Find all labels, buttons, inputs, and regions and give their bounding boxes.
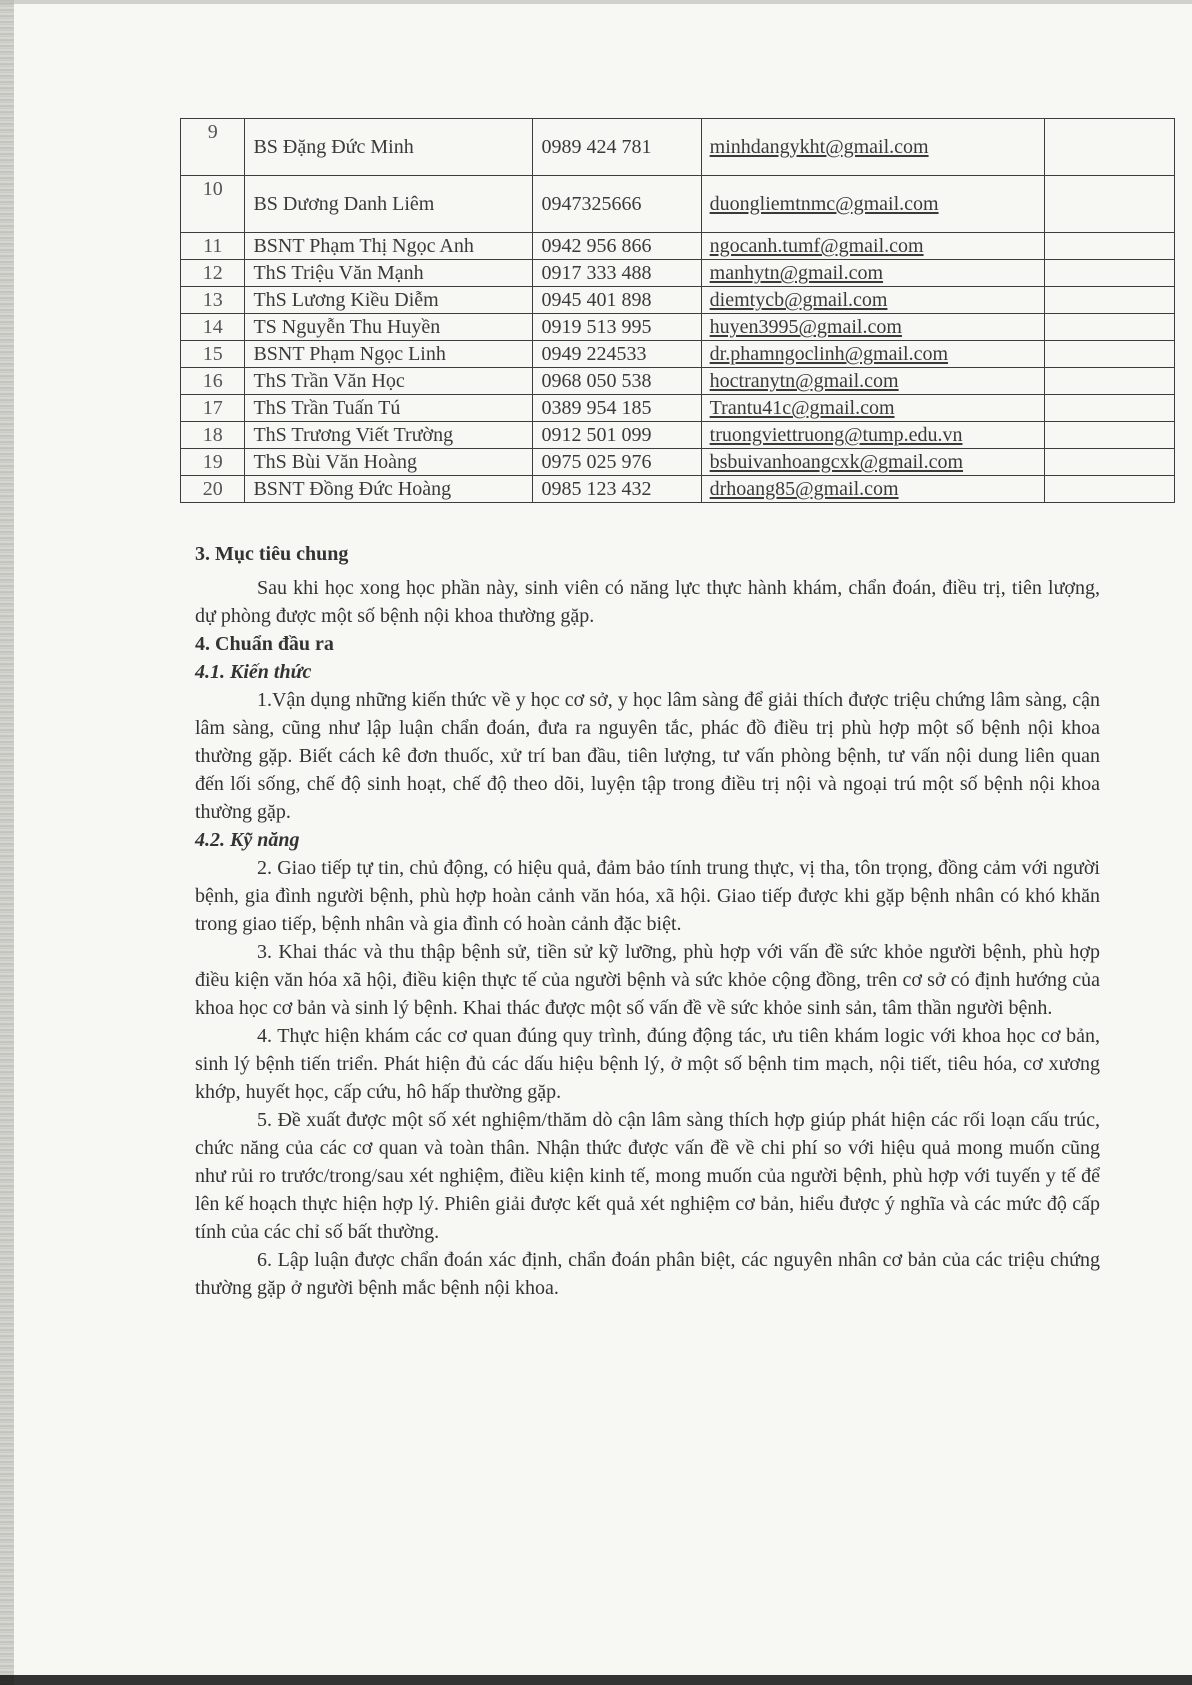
empty-cell	[1045, 176, 1175, 233]
contact-email[interactable]: duongliemtnmc@gmail.com	[701, 176, 1045, 233]
empty-cell	[1045, 314, 1175, 341]
contact-name: ThS Trần Tuấn Tú	[245, 395, 533, 422]
row-number: 12	[181, 260, 245, 287]
table-row	[181, 449, 1175, 476]
contact-phone: 0985 123 432	[533, 476, 701, 503]
empty-cell	[1045, 368, 1175, 395]
table-row	[181, 368, 1175, 395]
row-number: 16	[181, 368, 245, 395]
contact-phone: 0947325666	[533, 176, 701, 233]
contact-email[interactable]: manhytn@gmail.com	[701, 260, 1045, 287]
section-4-2-heading: 4.2. Kỹ năng	[195, 829, 300, 851]
contact-email[interactable]: dr.phamngoclinh@gmail.com	[701, 341, 1045, 368]
contact-name: BSNT Phạm Ngọc Linh	[245, 341, 533, 368]
empty-cell	[1045, 119, 1175, 176]
empty-cell	[1045, 233, 1175, 260]
table-row	[181, 233, 1175, 260]
row-number: 19	[181, 449, 245, 476]
table-row	[181, 176, 1175, 233]
outcome-paragraph-2: 2. Giao tiếp tự tin, chủ động, có hiệu quả, đảm bảo tính trung thực, vị tha, tôn trọng, đồng cảm với người bệnh, gia đình người bệnh, phù hợp hoàn cảnh văn hóa, xã hội. Giao tiếp được khi gặp bệnh nhân có khó khăn trong giao tiếp, bệnh nhân và gia đình có hoàn cảnh đặc biệt.	[195, 857, 1100, 935]
contact-name: ThS Lương Kiều Diễm	[245, 287, 533, 314]
contact-phone: 0975 025 976	[533, 449, 701, 476]
row-number: 9	[181, 119, 245, 176]
empty-cell	[1045, 341, 1175, 368]
contact-phone: 0917 333 488	[533, 260, 701, 287]
contact-email[interactable]: huyen3995@gmail.com	[701, 314, 1045, 341]
row-number: 17	[181, 395, 245, 422]
outcome-paragraph-4: 4. Thực hiện khám các cơ quan đúng quy trình, đúng động tác, ưu tiên khám logic với khoa học cơ bản, sinh lý bệnh tiến triển. Phát hiện đủ các dấu hiệu bệnh lý, ở một số bệnh tim mạch, nội tiết, tiêu hóa, cơ xương khớp, huyết học, cấp cứu, hô hấp thường gặp.	[195, 1025, 1100, 1103]
contact-name: BSNT Phạm Thị Ngọc Anh	[245, 233, 533, 260]
empty-cell	[1045, 395, 1175, 422]
table-row	[181, 287, 1175, 314]
table-row	[181, 341, 1175, 368]
contact-phone: 0389 954 185	[533, 395, 701, 422]
contact-name: ThS Triệu Văn Mạnh	[245, 260, 533, 287]
contact-phone: 0949 224533	[533, 341, 701, 368]
contact-name: BSNT Đồng Đức Hoàng	[245, 476, 533, 503]
document-body	[195, 540, 1100, 1302]
section-3-paragraph: Sau khi học xong học phần này, sinh viên có năng lực thực hành khám, chẩn đoán, điều trị, tiên lượng, dự phòng được một số bệnh nội khoa thường gặp.	[195, 577, 1100, 627]
contact-phone: 0942 956 866	[533, 233, 701, 260]
contact-phone: 0989 424 781	[533, 119, 701, 176]
section-3-heading: 3. Mục tiêu chung	[195, 543, 349, 565]
table-row	[181, 422, 1175, 449]
contact-name: TS Nguyễn Thu Huyền	[245, 314, 533, 341]
outcome-paragraph-6: 6. Lập luận được chẩn đoán xác định, chẩn đoán phân biệt, các nguyên nhân cơ bản của các triệu chứng thường gặp ở người bệnh mắc bệnh nội khoa.	[195, 1249, 1100, 1299]
table-row	[181, 476, 1175, 503]
contact-name: ThS Bùi Văn Hoàng	[245, 449, 533, 476]
row-number: 10	[181, 176, 245, 233]
row-number: 18	[181, 422, 245, 449]
contact-name: ThS Trần Văn Học	[245, 368, 533, 395]
contact-email[interactable]: truongviettruong@tump.edu.vn	[701, 422, 1045, 449]
empty-cell	[1045, 260, 1175, 287]
empty-cell	[1045, 476, 1175, 503]
table-row	[181, 260, 1175, 287]
outcome-paragraph-5: 5. Đề xuất được một số xét nghiệm/thăm dò cận lâm sàng thích hợp giúp phát hiện các rối loạn cấu trúc, chức năng của các cơ quan và toàn thân. Nhận thức được vấn đề về chi phí so với hiệu quả mong muốn cũng như rủi ro trước/trong/sau xét nghiệm, điều kiện kinh tế, mong muốn của người bệnh, phù hợp với tuyến y tế để lên kế hoạch thực hiện hợp lý. Phiên giải được kết quả xét nghiệm cơ bản, hiểu được ý nghĩa và các mức độ cấp tính của các chỉ số bất thường.	[195, 1109, 1100, 1243]
section-4-heading: 4. Chuẩn đầu ra	[195, 633, 334, 655]
contact-name: BS Dương Danh Liêm	[245, 176, 533, 233]
contact-phone: 0968 050 538	[533, 368, 701, 395]
contact-phone: 0912 501 099	[533, 422, 701, 449]
row-number: 11	[181, 233, 245, 260]
scan-edge-bottom	[0, 1675, 1192, 1685]
contact-phone: 0945 401 898	[533, 287, 701, 314]
table-row	[181, 395, 1175, 422]
scan-edge-left	[0, 0, 14, 1685]
contact-phone: 0919 513 995	[533, 314, 701, 341]
contact-email[interactable]: hoctranytn@gmail.com	[701, 368, 1045, 395]
section-4-1-heading: 4.1. Kiến thức	[195, 661, 312, 683]
row-number: 15	[181, 341, 245, 368]
contact-email[interactable]: ngocanh.tumf@gmail.com	[701, 233, 1045, 260]
contact-name: BS Đặng Đức Minh	[245, 119, 533, 176]
contact-email[interactable]: bsbuivanhoangcxk@gmail.com	[701, 449, 1045, 476]
row-number: 13	[181, 287, 245, 314]
empty-cell	[1045, 287, 1175, 314]
table-row	[181, 314, 1175, 341]
contact-email[interactable]: Trantu41c@gmail.com	[701, 395, 1045, 422]
scan-edge-top	[0, 0, 1192, 4]
empty-cell	[1045, 422, 1175, 449]
table-row	[181, 119, 1175, 176]
outcome-paragraph-3: 3. Khai thác và thu thập bệnh sử, tiền sử kỹ lưỡng, phù hợp với vấn đề sức khỏe người bệnh, phù hợp điều kiện văn hóa xã hội, điều kiện thực tế của người bệnh và sức khỏe cộng đồng, trên cơ sở có định hướng của khoa học cơ bản và sinh lý bệnh. Khai thác được một số vấn đề về sức khỏe sinh sản, tâm thần người bệnh.	[195, 941, 1100, 1019]
contact-email[interactable]: diemtycb@gmail.com	[701, 287, 1045, 314]
contact-table	[180, 118, 1175, 503]
outcome-paragraph-1: 1.Vận dụng những kiến thức về y học cơ sở, y học lâm sàng để giải thích được triệu chứng lâm sàng, cận lâm sàng, cũng như lập luận chẩn đoán, đưa ra nguyên tắc, phác đồ điều trị phù hợp một số bệnh nội khoa thường gặp. Biết cách kê đơn thuốc, xử trí ban đầu, tiên lượng, tư vấn phòng bệnh, tư vấn nội dung liên quan đến lối sống, chế độ sinh hoạt, chế độ theo dõi, luyện tập trong điều trị nội và ngoại trú một số bệnh nội khoa thường gặp.	[195, 689, 1100, 823]
contact-email[interactable]: drhoang85@gmail.com	[701, 476, 1045, 503]
row-number: 20	[181, 476, 245, 503]
empty-cell	[1045, 449, 1175, 476]
row-number: 14	[181, 314, 245, 341]
contact-email[interactable]: minhdangykht@gmail.com	[701, 119, 1045, 176]
contact-name: ThS Trương Viết Trường	[245, 422, 533, 449]
